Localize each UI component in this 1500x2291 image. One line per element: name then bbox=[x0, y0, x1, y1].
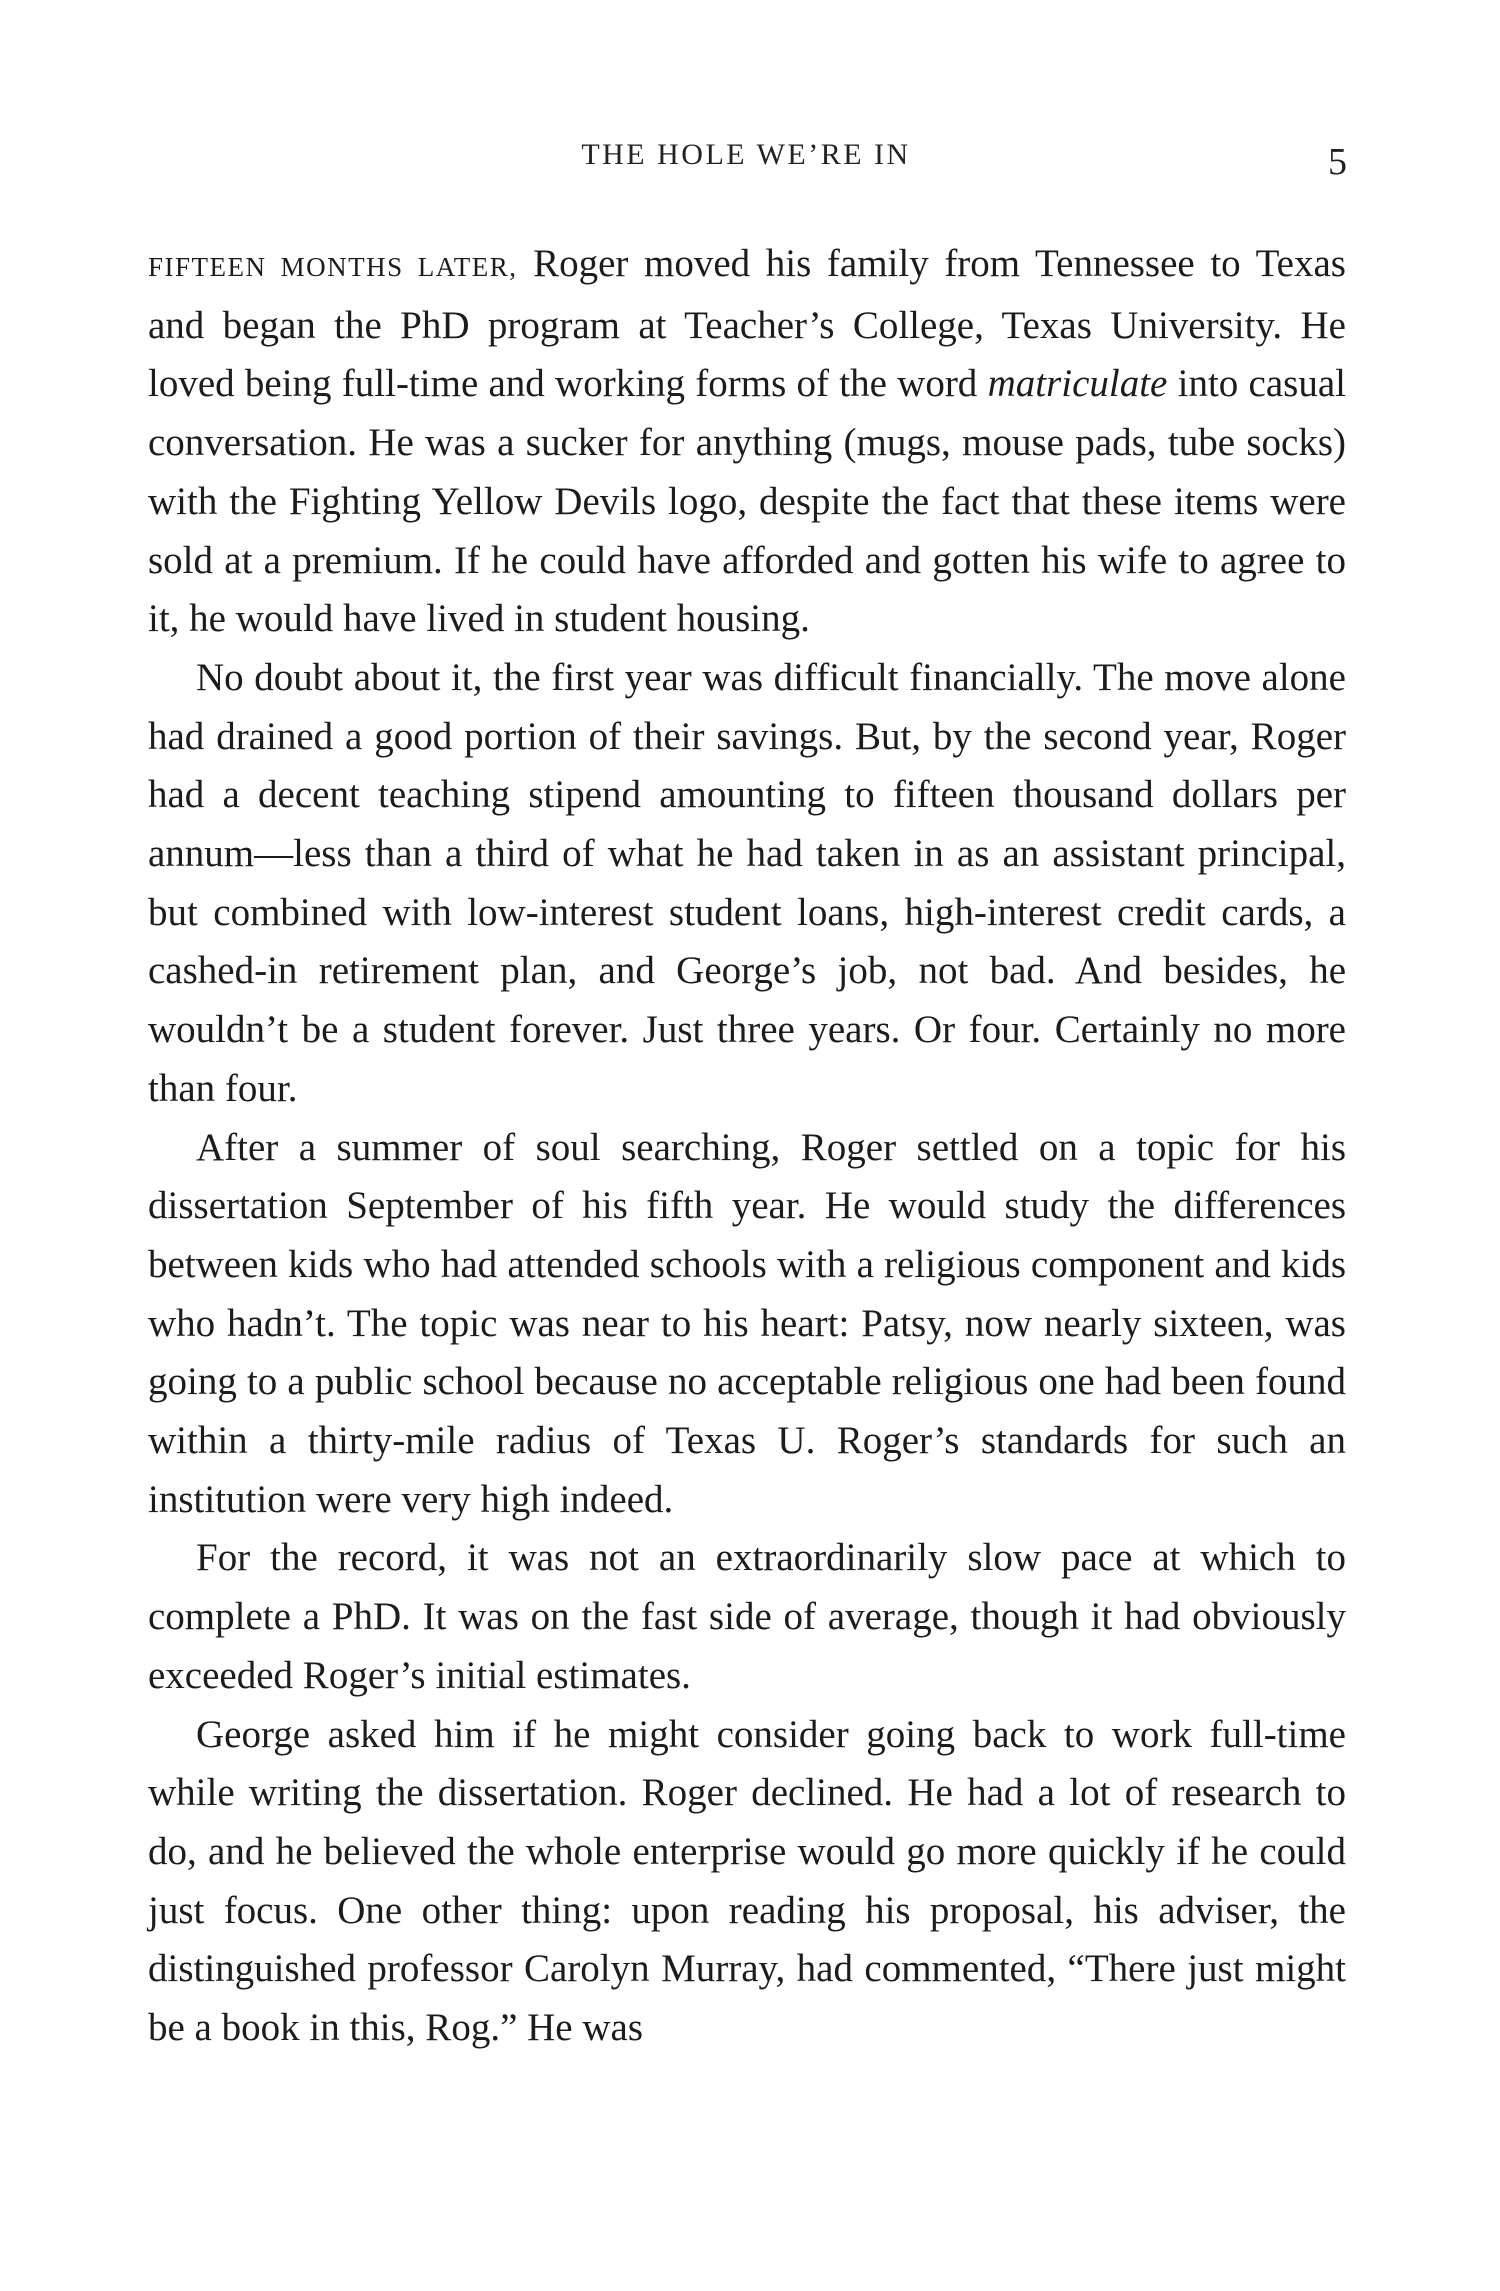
paragraph-1-text-a: Roger moved his family from Tennessee to Texas and began the PhD program at Teacher’s College, Texas University. He loved being full-time and working forms of the word bbox=[148, 242, 1346, 406]
paragraph-1-text-b: into casual conversation. He was a sucker for anything (mugs, mouse pads, tube socks) with the Fighting Yellow Devils logo, despite the fact that these items were sold at a premium. If he could have afforded and gotten his wife to agree to it, he would have lived in student housing. bbox=[148, 362, 1346, 641]
paragraph-1 bbox=[148, 235, 1346, 649]
running-head bbox=[145, 138, 1347, 188]
paragraph-5: George asked him if he might consider going back to work full-time while writing the dissertation. Roger declined. He had a lot of research to do, and he believed the whole enterprise would go more quickly if he could just focus. One other thing: upon reading his proposal, his adviser, the distinguished professor Carolyn Murray, had commented, “There just might be a book in this, Rog.” He was bbox=[148, 1712, 1346, 2050]
body-text bbox=[148, 235, 1346, 2058]
paragraph-3: After a summer of soul searching, Roger settled on a topic for his dissertation September of his fifth year. He would study the differences between kids who had attended schools with a religious component and kids who hadn’t. The topic was near to his heart: Patsy, now nearly sixteen, was going to a public school because no acceptable religious one had been found within a thirty-mile radius of Texas U. Roger’s standards for such an institution were very high indeed. bbox=[148, 1125, 1346, 1521]
paragraph-4: For the record, it was not an extraordinarily slow pace at which to complete a PhD. It was on the fast side of average, though it had obviously exceeded Roger’s initial estimates. bbox=[148, 1536, 1346, 1697]
page-number: 5 bbox=[1328, 141, 1347, 183]
running-title: THE HOLE WE’RE IN bbox=[581, 138, 911, 171]
italic-word: matriculate bbox=[987, 362, 1168, 406]
chapter-section-lead-in: FIFTEEN MONTHS LATER, bbox=[148, 252, 518, 282]
paragraph-2: No doubt about it, the first year was difficult financially. The move alone had drained a good portion of their savings. But, by the second year, Roger had a decent teaching stipend amounting to fifteen thousand dollars per annum—less than a third of what he had taken in as an assistant principal, but combined with low-interest student loans, high-interest credit cards, a cashed-in retirement plan, and George’s job, not bad. And besides, he wouldn’t be a student forever. Just three years. Or four. Certainly no more than four. bbox=[148, 655, 1346, 1110]
